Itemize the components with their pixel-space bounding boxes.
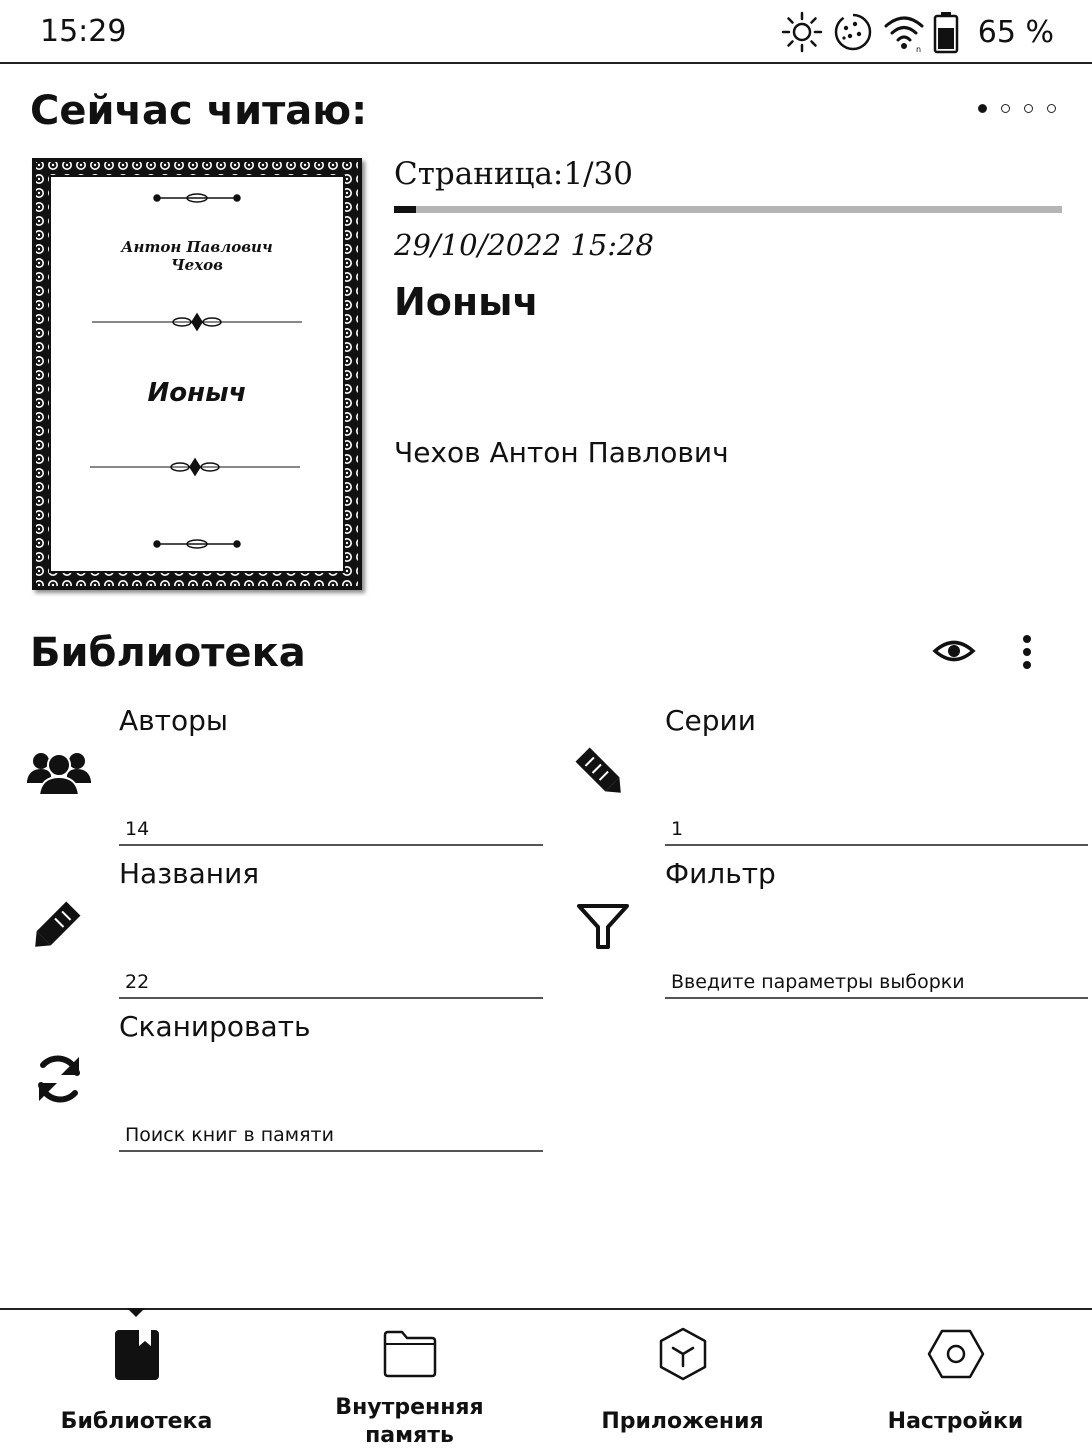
pager-dot[interactable]	[1024, 104, 1033, 113]
book-author: Чехов Антон Павлович	[394, 436, 729, 469]
tile-titles-label: Названия	[119, 857, 260, 890]
warmth-icon[interactable]	[830, 10, 876, 54]
status-bar	[0, 0, 1092, 64]
page-counter: Страница:1/30	[394, 156, 633, 192]
library-title: Библиотека	[30, 630, 306, 676]
status-time: 15:29	[40, 14, 127, 49]
nav-internal-memory-label: Внутренняя память	[335, 1395, 484, 1448]
eye-icon[interactable]	[932, 636, 976, 666]
book-icon	[0, 1324, 273, 1384]
tile-scan-label: Сканировать	[119, 1010, 311, 1043]
tile-filter-value[interactable]: Введите параметры выборки	[665, 969, 1088, 999]
svg-text:n: n	[915, 45, 921, 54]
nav-library[interactable]	[0, 1310, 273, 1456]
status-icons	[780, 8, 1054, 56]
cover-author-text: Антон Павлович Чехов	[121, 238, 273, 274]
reading-progress-bar	[394, 206, 1062, 213]
book-cover[interactable]	[32, 158, 362, 590]
people-icon	[24, 736, 94, 806]
battery-icon	[932, 10, 960, 54]
now-reading-title: Сейчас читаю:	[30, 88, 368, 134]
tile-authors-label: Авторы	[119, 704, 228, 737]
bottom-navigation	[0, 1308, 1092, 1456]
cube-icon	[546, 1324, 819, 1384]
battery-percent: 65 %	[977, 14, 1054, 50]
pager-dot[interactable]	[1001, 104, 1010, 113]
cover-title: Ионыч	[147, 378, 247, 408]
cover-author	[32, 238, 362, 274]
tile-filter-label: Фильтр	[665, 857, 776, 890]
pager-dots[interactable]	[978, 104, 1056, 113]
pencil-icon	[20, 892, 90, 962]
reading-progress-fill	[394, 206, 416, 213]
book-title[interactable]: Ионыч	[394, 280, 539, 324]
wifi-icon[interactable]	[882, 10, 926, 54]
last-opened-date: 29/10/2022 15:28	[394, 228, 654, 262]
pencil-icon	[566, 738, 636, 808]
tile-series-label: Серии	[665, 704, 756, 737]
nav-settings[interactable]	[819, 1310, 1092, 1456]
folder-icon	[273, 1324, 546, 1384]
funnel-icon	[568, 892, 638, 962]
active-indicator	[127, 1308, 145, 1317]
nav-settings-label: Настройки	[887, 1409, 1024, 1434]
cover-frame	[32, 158, 362, 590]
refresh-icon	[24, 1044, 94, 1114]
brightness-icon[interactable]	[780, 10, 824, 54]
nav-library-label: Библиотека	[60, 1409, 213, 1434]
hexagon-icon	[819, 1324, 1092, 1384]
pager-dot[interactable]	[978, 104, 987, 113]
tile-authors-value: 14	[119, 816, 543, 846]
nav-apps-label: Приложения	[601, 1409, 764, 1434]
tile-titles-value: 22	[119, 969, 543, 999]
more-vertical-icon[interactable]	[1014, 634, 1040, 670]
nav-apps[interactable]	[546, 1310, 819, 1456]
tile-series-value: 1	[665, 816, 1088, 846]
nav-internal-memory[interactable]	[273, 1310, 546, 1456]
pager-dot[interactable]	[1047, 104, 1056, 113]
tile-scan-value: Поиск книг в памяти	[119, 1122, 543, 1152]
